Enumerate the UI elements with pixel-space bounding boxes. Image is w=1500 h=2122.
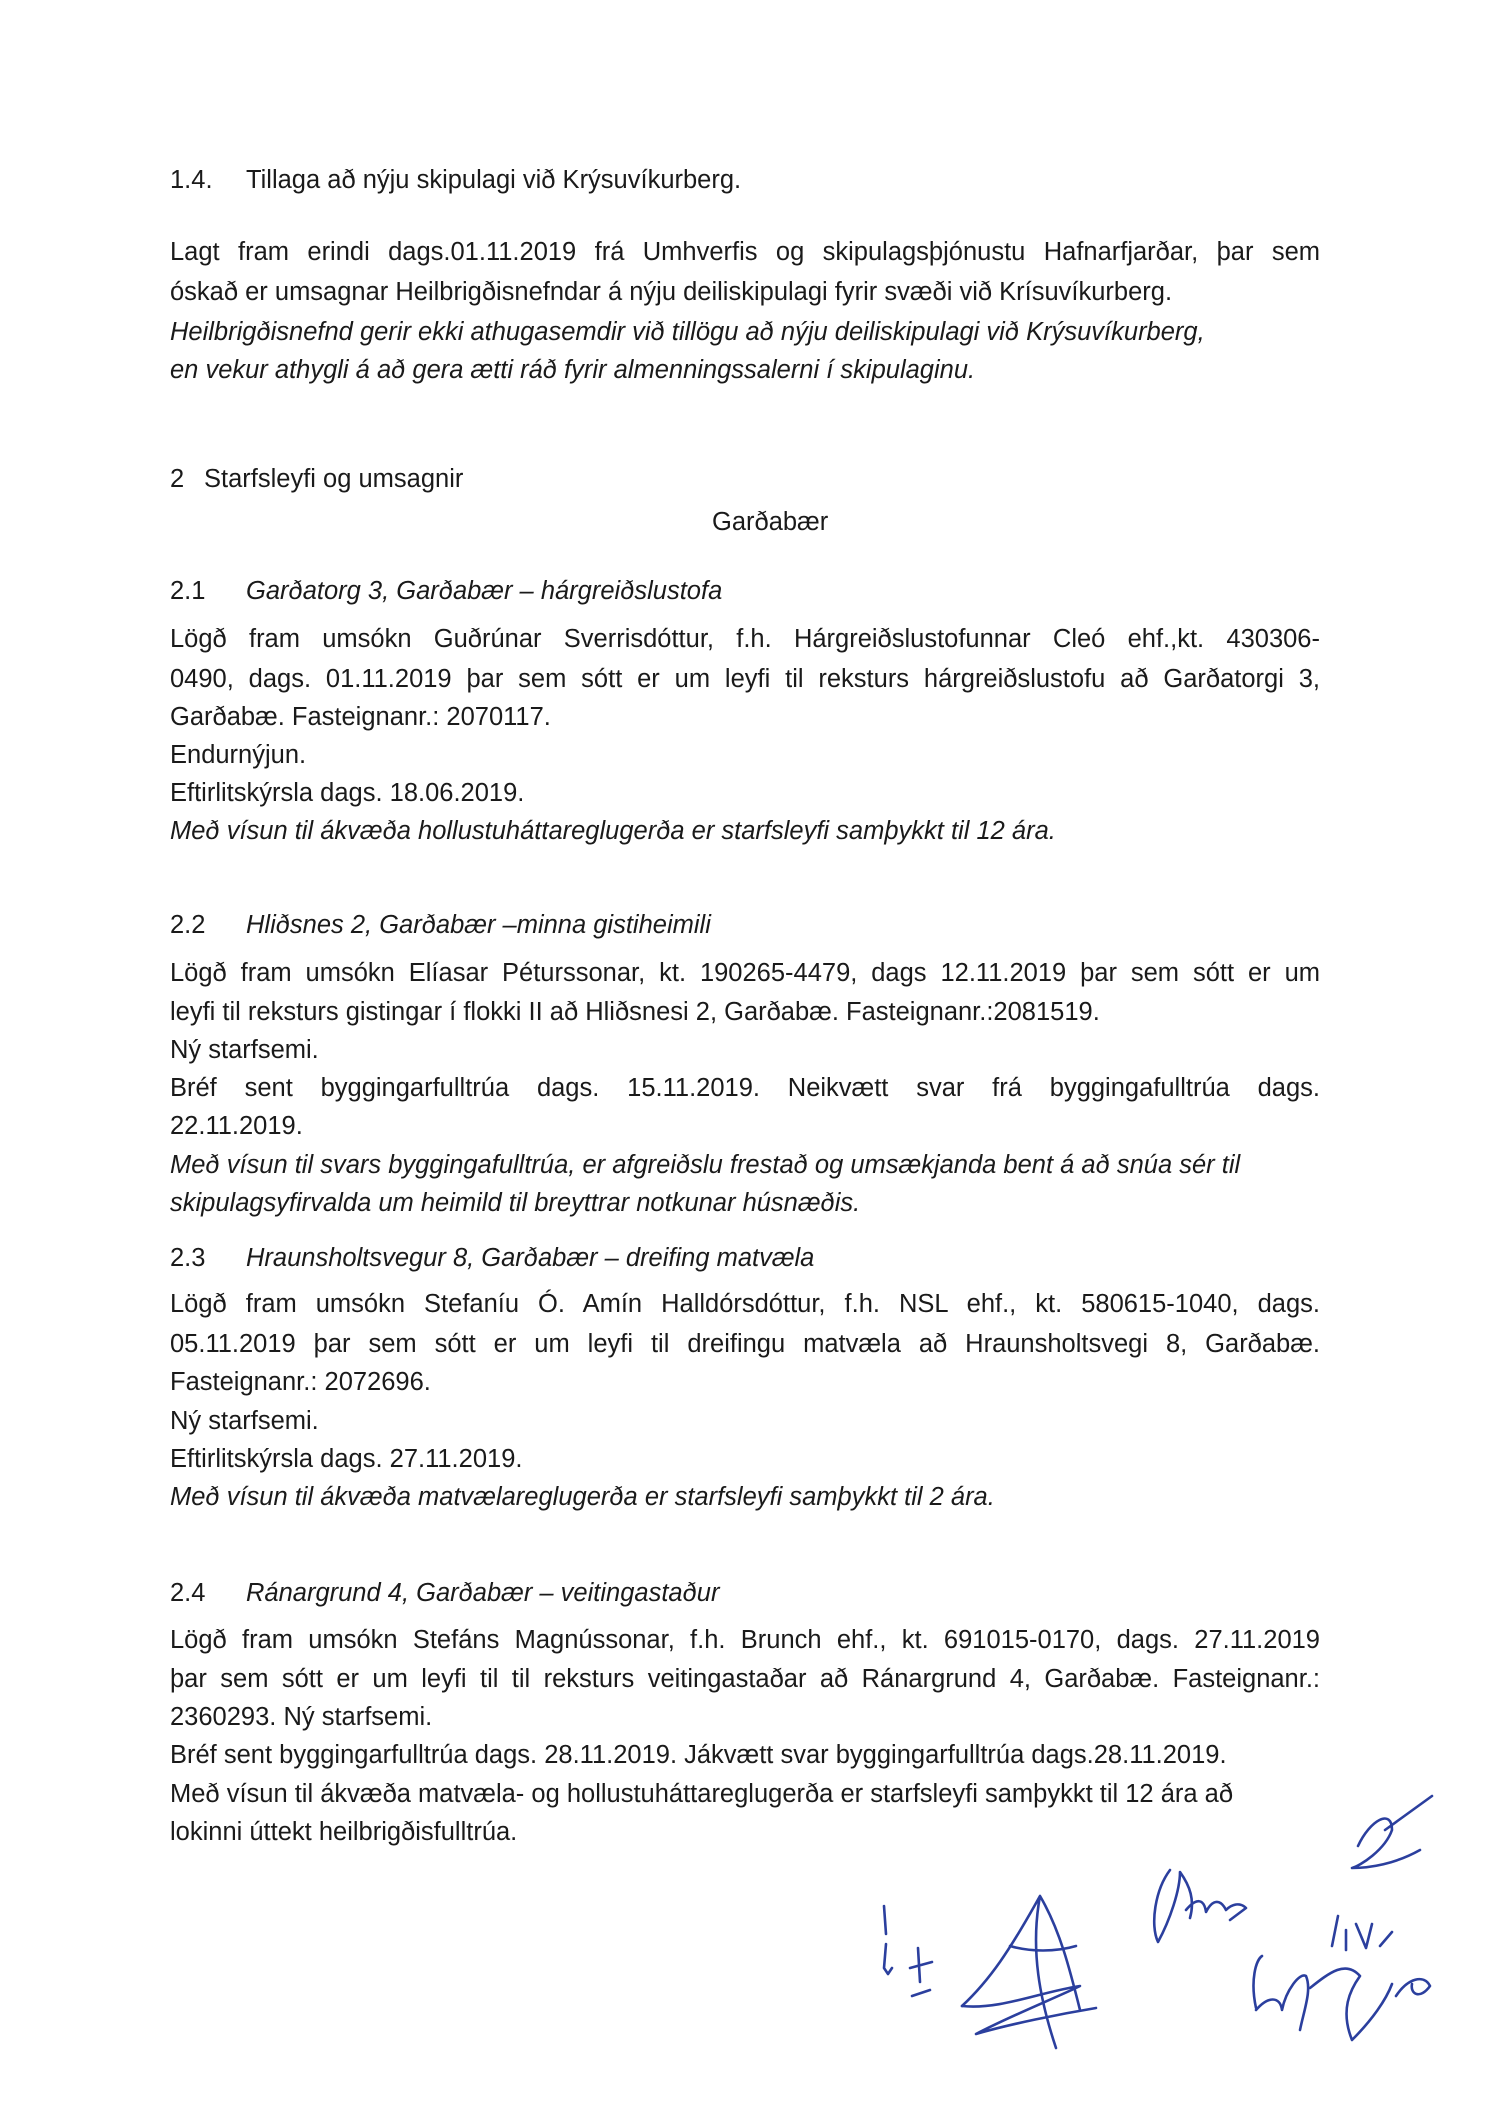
body-line: Lögð fram umsókn Elíasar Péturssonar, kt. 190265-4479, dags 12.11.2019 þar sem sótt er um xyxy=(170,959,1320,987)
body-line: 05.11.2019 þar sem sótt er um leyfi til dreifingu matvæla að Hraunsholtsvegi 8, Garðabæ. xyxy=(170,1330,1320,1358)
section-number: 2 xyxy=(170,465,185,493)
section-number: 2.3 xyxy=(170,1244,206,1272)
body-line: Lögð fram umsókn Stefáns Magnússonar, f.h. Brunch ehf., kt. 691015-0170, dags. 27.11.2019 xyxy=(170,1626,1320,1654)
section-title: Tillaga að nýju skipulagi við Krýsuvíkurberg. xyxy=(246,166,742,194)
body-line: þar sem sótt er um leyfi til til reksturs veitingastaðar að Ránargrund 4, Garðabæ. Fasteignanr.: xyxy=(170,1665,1320,1693)
signature-1 xyxy=(962,1896,1096,2048)
body-line: Garðabæ. Fasteignanr.: 2070117. xyxy=(170,703,551,731)
signature-2 xyxy=(1254,1916,1430,2040)
section-title: Starfsleyfi og umsagnir xyxy=(204,465,464,493)
body-line: Bréf sent byggingarfulltrúa dags. 28.11.2019. Jákvætt svar byggingarfulltrúa dags.28.11.2019. xyxy=(170,1741,1227,1769)
section-number: 1.4. xyxy=(170,166,213,194)
body-line: lokinni úttekt heilbrigðisfulltrúa. xyxy=(170,1818,518,1846)
body-line: 2360293. Ný starfsemi. xyxy=(170,1703,433,1731)
body-line: leyfi til reksturs gistingar í flokki II að Hliðsnesi 2, Garðabæ. Fasteignanr.:2081519. xyxy=(170,998,1100,1026)
section-title: Hliðsnes 2, Garðabær –minna gistiheimili xyxy=(246,911,711,939)
body-line: óskað er umsagnar Heilbrigðisnefndar á nýju deiliskipulagi fyrir svæði við Krísuvíkurberg. xyxy=(170,278,1173,306)
decision-line: Heilbrigðisnefnd gerir ekki athugasemdir við tillögu að nýju deiliskipulagi við Krýsuvíkurberg, xyxy=(170,318,1205,346)
body-line: Ný starfsemi. xyxy=(170,1407,319,1435)
body-line: 22.11.2019. xyxy=(170,1112,303,1140)
body-line: Endurnýjun. xyxy=(170,741,307,769)
section-number: 2.4 xyxy=(170,1579,206,1607)
decision-line: Með vísun til ákvæða hollustuháttareglugerða er starfsleyfi samþykkt til 12 ára. xyxy=(170,817,1056,845)
section-number: 2.2 xyxy=(170,911,206,939)
decision-line: Með vísun til svars byggingafulltrúa, er afgreiðslu frestað og umsækjanda bent á að snúa sér til xyxy=(170,1151,1241,1179)
section-number: 2.1 xyxy=(170,577,206,605)
section-title: Ránargrund 4, Garðabær – veitingastaður xyxy=(246,1579,720,1607)
body-line: 0490, dags. 01.11.2019 þar sem sótt er um leyfi til reksturs hárgreiðslustofu að Garðatorgi 3, xyxy=(170,665,1320,693)
body-line: Bréf sent byggingarfulltrúa dags. 15.11.2019. Neikvætt svar frá byggingafulltrúa dags. xyxy=(170,1074,1320,1102)
section-title: Hraunsholtsvegur 8, Garðabær – dreifing matvæla xyxy=(246,1244,815,1272)
body-line: Eftirlitskýrsla dags. 18.06.2019. xyxy=(170,779,525,807)
body-line: Lögð fram umsókn Stefaníu Ó. Amín Halldórsdóttur, f.h. NSL ehf., kt. 580615-1040, dags. xyxy=(170,1290,1320,1318)
decision-line: en vekur athygli á að gera ætti ráð fyrir almenningssalerni í skipulaginu. xyxy=(170,356,976,384)
signature-initials-1 xyxy=(884,1906,932,1996)
decision-line: skipulagsyfirvalda um heimild til breyttrar notkunar húsnæðis. xyxy=(170,1189,861,1217)
body-line: Fasteignanr.: 2072696. xyxy=(170,1368,431,1396)
body-line: Lagt fram erindi dags.01.11.2019 frá Umhverfis og skipulagsþjónustu Hafnarfjarðar, þar sem xyxy=(170,238,1320,266)
town-heading: Garðabær xyxy=(712,508,829,536)
decision-line: Með vísun til ákvæða matvælareglugerða er starfsleyfi samþykkt til 2 ára. xyxy=(170,1483,995,1511)
body-line: Með vísun til ákvæða matvæla- og hollustuháttareglugerða er starfsleyfi samþykkt til 12 ára að xyxy=(170,1780,1234,1808)
signature-initials-3 xyxy=(1352,1796,1432,1868)
signature-initials-2 xyxy=(1154,1870,1246,1942)
body-line: Ný starfsemi. xyxy=(170,1036,319,1064)
body-line: Eftirlitskýrsla dags. 27.11.2019. xyxy=(170,1445,523,1473)
section-title: Garðatorg 3, Garðabær – hárgreiðslustofa xyxy=(246,577,723,605)
body-line: Lögð fram umsókn Guðrúnar Sverrisdóttur, f.h. Hárgreiðslustofunnar Cleó ehf.,kt. 430306- xyxy=(170,625,1320,653)
